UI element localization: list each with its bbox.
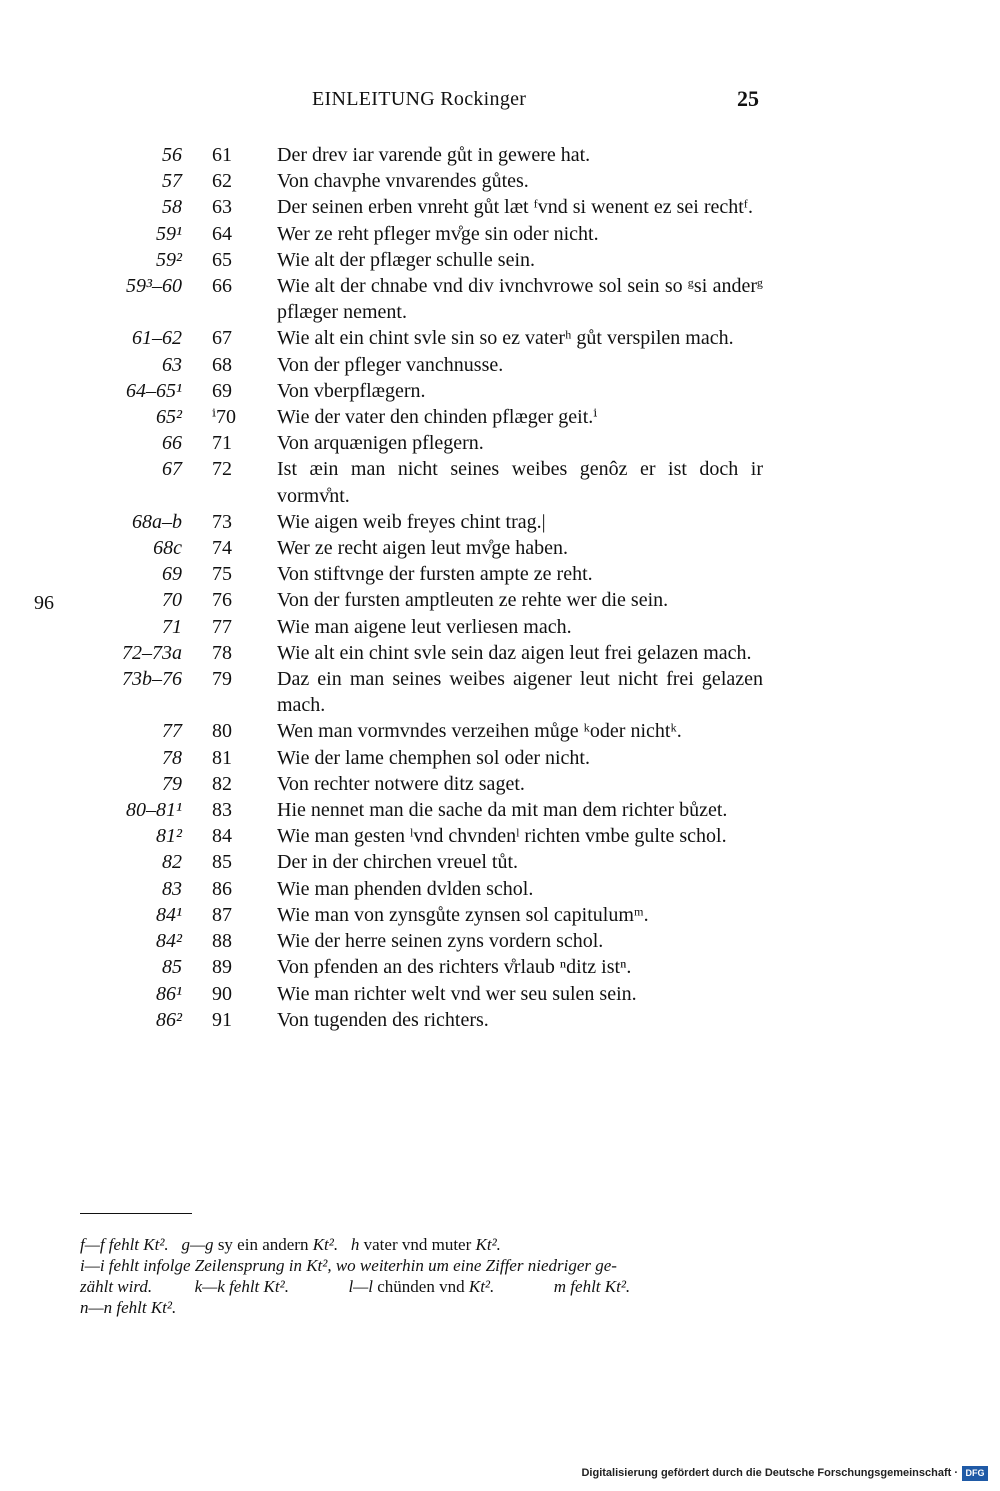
- source-chapter-ref: 77: [162, 720, 182, 743]
- source-chapter-ref: 79: [162, 772, 182, 795]
- source-chapter-ref: 67: [162, 458, 182, 481]
- toc-row: [0, 352, 1000, 378]
- source-chapter-ref: 56: [162, 144, 182, 166]
- source-chapter-ref: 59¹: [156, 222, 182, 245]
- chapter-number: 80: [212, 720, 232, 743]
- chapter-concordance: [0, 142, 1000, 1033]
- toc-row: [0, 194, 1000, 220]
- chapter-number: 82: [212, 772, 232, 795]
- source-chapter-ref: 68a–b: [132, 510, 182, 533]
- source-chapter-ref: 78: [162, 746, 182, 769]
- toc-row: [0, 221, 1000, 247]
- chapter-number: 66: [212, 275, 232, 298]
- chapter-title: Von rechter notwere ditz saget.: [277, 772, 525, 795]
- chapter-title: Wie man aigene leut verliesen mach.: [277, 615, 572, 638]
- toc-row: [0, 561, 1000, 587]
- toc-row: [0, 876, 1000, 902]
- chapter-number: 76: [212, 589, 232, 612]
- chapter-title: Wie alt ein chint svle sein daz aigen leut frei gelazen mach.: [277, 641, 752, 664]
- toc-row: [0, 614, 1000, 640]
- toc-row: [0, 954, 1000, 980]
- toc-row: [0, 456, 1000, 508]
- source-chapter-ref: 84¹: [156, 903, 182, 926]
- chapter-title: Wen man vormvndes verzeihen můge ᵏoder nichtᵏ.: [277, 720, 682, 743]
- toc-row: [0, 928, 1000, 954]
- chapter-number: 88: [212, 930, 232, 953]
- chapter-title: Der seinen erben vnreht gůt læt ᶠvnd si wenent ez sei rechtᶠ.: [277, 196, 753, 219]
- chapter-number: ⁱ70: [212, 406, 237, 429]
- source-chapter-ref: 70: [162, 589, 182, 612]
- toc-row: [0, 640, 1000, 666]
- toc-row: [0, 771, 1000, 797]
- dfg-logo: DFG: [962, 1466, 988, 1481]
- source-chapter-ref: 80–81¹: [126, 799, 182, 822]
- chapter-number: 67: [212, 327, 232, 350]
- chapter-number: 84: [212, 825, 232, 848]
- chapter-title: Wie der vater den chinden pflæger geit.ⁱ: [277, 406, 598, 429]
- chapter-title: Von tugenden des richters.: [277, 1008, 489, 1031]
- toc-row: [0, 1007, 1000, 1033]
- chapter-title: Wie man von zynsgůte zynsen sol capitulumᵐ.: [277, 903, 649, 926]
- funding-credit: Digitalisierung gefördert durch die Deutsche Forschungsgemeinschaft ·: [581, 1467, 958, 1479]
- chapter-title: Von der pfleger vanchnusse.: [277, 353, 504, 376]
- chapter-number: 63: [212, 196, 232, 219]
- toc-row: [0, 823, 1000, 849]
- chapter-number: 83: [212, 799, 232, 822]
- chapter-title: Ist æin man nicht seines weibes genôz er ist doch ir vormv̊nt.: [277, 458, 763, 507]
- toc-row: [0, 535, 1000, 561]
- source-chapter-ref: 86¹: [156, 982, 182, 1005]
- chapter-title: Wie man gesten ˡvnd chvndenˡ richten vmbe gulte schol.: [277, 825, 727, 848]
- source-chapter-ref: 69: [162, 563, 182, 586]
- source-chapter-ref: 66: [162, 432, 182, 455]
- chapter-number: 78: [212, 641, 232, 664]
- toc-row: [0, 666, 1000, 718]
- digitization-footer: [0, 1466, 1000, 1486]
- chapter-title: Wie alt ein chint svle sin so ez vaterʰ gůt verspilen mach.: [277, 327, 734, 350]
- source-chapter-ref: 57: [162, 170, 182, 193]
- toc-row: [0, 325, 1000, 351]
- chapter-title: Von vberpflægern.: [277, 379, 426, 402]
- toc-row: [0, 745, 1000, 771]
- chapter-title: Wie der herre seinen zyns vordern schol.: [277, 930, 604, 953]
- running-head: EINLEITUNG Rockinger: [312, 88, 527, 110]
- footnotes: [80, 1234, 764, 1318]
- chapter-title: Wie alt der pflæger schulle sein.: [277, 248, 535, 271]
- chapter-number: 64: [212, 222, 232, 245]
- chapter-number: 69: [212, 379, 232, 402]
- chapter-title: Wer ze recht aigen leut mv̊ge haben.: [277, 537, 569, 560]
- footnote-line-1: f—f fehlt Kt². g—g sy ein andern Kt². h vater vnd muter Kt².: [80, 1235, 501, 1254]
- footnote-rule: [80, 1213, 192, 1214]
- chapter-title: Von der fursten amptleuten ze rehte wer die sein.: [277, 589, 669, 612]
- chapter-title: Wie alt der chnabe vnd div ivnchvrowe sol sein so ᵍsi anderᵍ pflæger nement.: [277, 275, 763, 324]
- source-chapter-ref: 63: [162, 353, 182, 376]
- source-chapter-ref: 72–73a: [122, 641, 182, 664]
- toc-row: [0, 902, 1000, 928]
- source-chapter-ref: 71: [162, 615, 182, 638]
- toc-row: [0, 378, 1000, 404]
- toc-row: [0, 142, 1000, 168]
- chapter-number: 62: [212, 170, 232, 193]
- chapter-number: 86: [212, 877, 232, 900]
- chapter-number: 91: [212, 1008, 232, 1031]
- page-header: [0, 86, 1000, 116]
- chapter-number: 68: [212, 353, 232, 376]
- chapter-number: 77: [212, 615, 232, 638]
- chapter-number: 71: [212, 432, 232, 455]
- chapter-number: 89: [212, 956, 232, 979]
- source-chapter-ref: 84²: [156, 930, 182, 953]
- source-chapter-ref: 86²: [156, 1008, 182, 1031]
- toc-row: [0, 273, 1000, 325]
- chapter-number: 75: [212, 563, 232, 586]
- chapter-title: Der drev iar varende gůt in gewere hat.: [277, 144, 591, 166]
- chapter-number: 61: [212, 144, 232, 166]
- chapter-title: Von arquænigen pflegern.: [277, 432, 484, 455]
- toc-row: [0, 168, 1000, 194]
- source-chapter-ref: 61–62: [132, 327, 182, 350]
- chapter-number: 73: [212, 510, 232, 533]
- chapter-title: Von pfenden an des richters v̊rlaub ⁿditz istⁿ.: [277, 956, 632, 979]
- source-chapter-ref: 82: [162, 851, 182, 874]
- chapter-title: Wer ze reht pfleger mv̊ge sin oder nicht.: [277, 222, 599, 245]
- footnote-line-2: i—i fehlt infolge Zeilensprung in Kt², wo weiterhin um eine Ziffer niedriger ge-: [80, 1256, 617, 1275]
- toc-row: [0, 718, 1000, 744]
- chapter-title: Der in der chirchen vreuel tůt.: [277, 851, 519, 874]
- toc-row: [0, 797, 1000, 823]
- chapter-title: Daz ein man seines weibes aigener leut nicht frei gelazen mach.: [277, 668, 763, 717]
- source-chapter-ref: 85: [162, 956, 182, 979]
- chapter-title: Hie nennet man die sache da mit man dem richter bůzet.: [277, 799, 728, 822]
- source-chapter-ref: 73b–76: [122, 668, 182, 691]
- chapter-title: Wie der lame chemphen sol oder nicht.: [277, 746, 590, 769]
- page-number: 25: [737, 86, 759, 111]
- chapter-title: Wie man richter welt vnd wer seu sulen sein.: [277, 982, 637, 1005]
- toc-row: [0, 849, 1000, 875]
- chapter-title: Wie man phenden dvlden schol.: [277, 877, 534, 900]
- source-chapter-ref: 59²: [156, 248, 182, 271]
- source-chapter-ref: 83: [162, 877, 182, 900]
- chapter-number: 65: [212, 248, 232, 271]
- footnote-line-4: n—n fehlt Kt².: [80, 1298, 177, 1317]
- chapter-number: 79: [212, 668, 232, 691]
- source-chapter-ref: 65²: [156, 406, 182, 429]
- chapter-title: Von chavphe vnvarendes gůtes.: [277, 170, 529, 193]
- toc-row: [0, 981, 1000, 1007]
- chapter-number: 74: [212, 537, 232, 560]
- chapter-number: 85: [212, 851, 232, 874]
- toc-row: [0, 247, 1000, 273]
- toc-row: [0, 509, 1000, 535]
- source-chapter-ref: 59³–60: [126, 275, 182, 298]
- chapter-number: 81: [212, 746, 232, 769]
- source-chapter-ref: 64–65¹: [126, 379, 182, 402]
- chapter-number: 72: [212, 458, 232, 481]
- source-chapter-ref: 58: [162, 196, 182, 219]
- chapter-title: Von stiftvnge der fursten ampte ze reht.: [277, 563, 593, 586]
- chapter-title: Wie aigen weib freyes chint trag.|: [277, 510, 546, 533]
- footnote-line-3: zählt wird. k—k fehlt Kt². l—l chünden vnd Kt². m fehlt Kt².: [80, 1277, 631, 1296]
- toc-row: [0, 430, 1000, 456]
- toc-row: [0, 404, 1000, 430]
- margin-number: 96: [34, 592, 54, 614]
- source-chapter-ref: 68c: [153, 537, 182, 560]
- chapter-number: 90: [212, 982, 232, 1005]
- chapter-number: 87: [212, 903, 232, 926]
- source-chapter-ref: 81²: [156, 825, 182, 848]
- toc-row: [0, 587, 1000, 613]
